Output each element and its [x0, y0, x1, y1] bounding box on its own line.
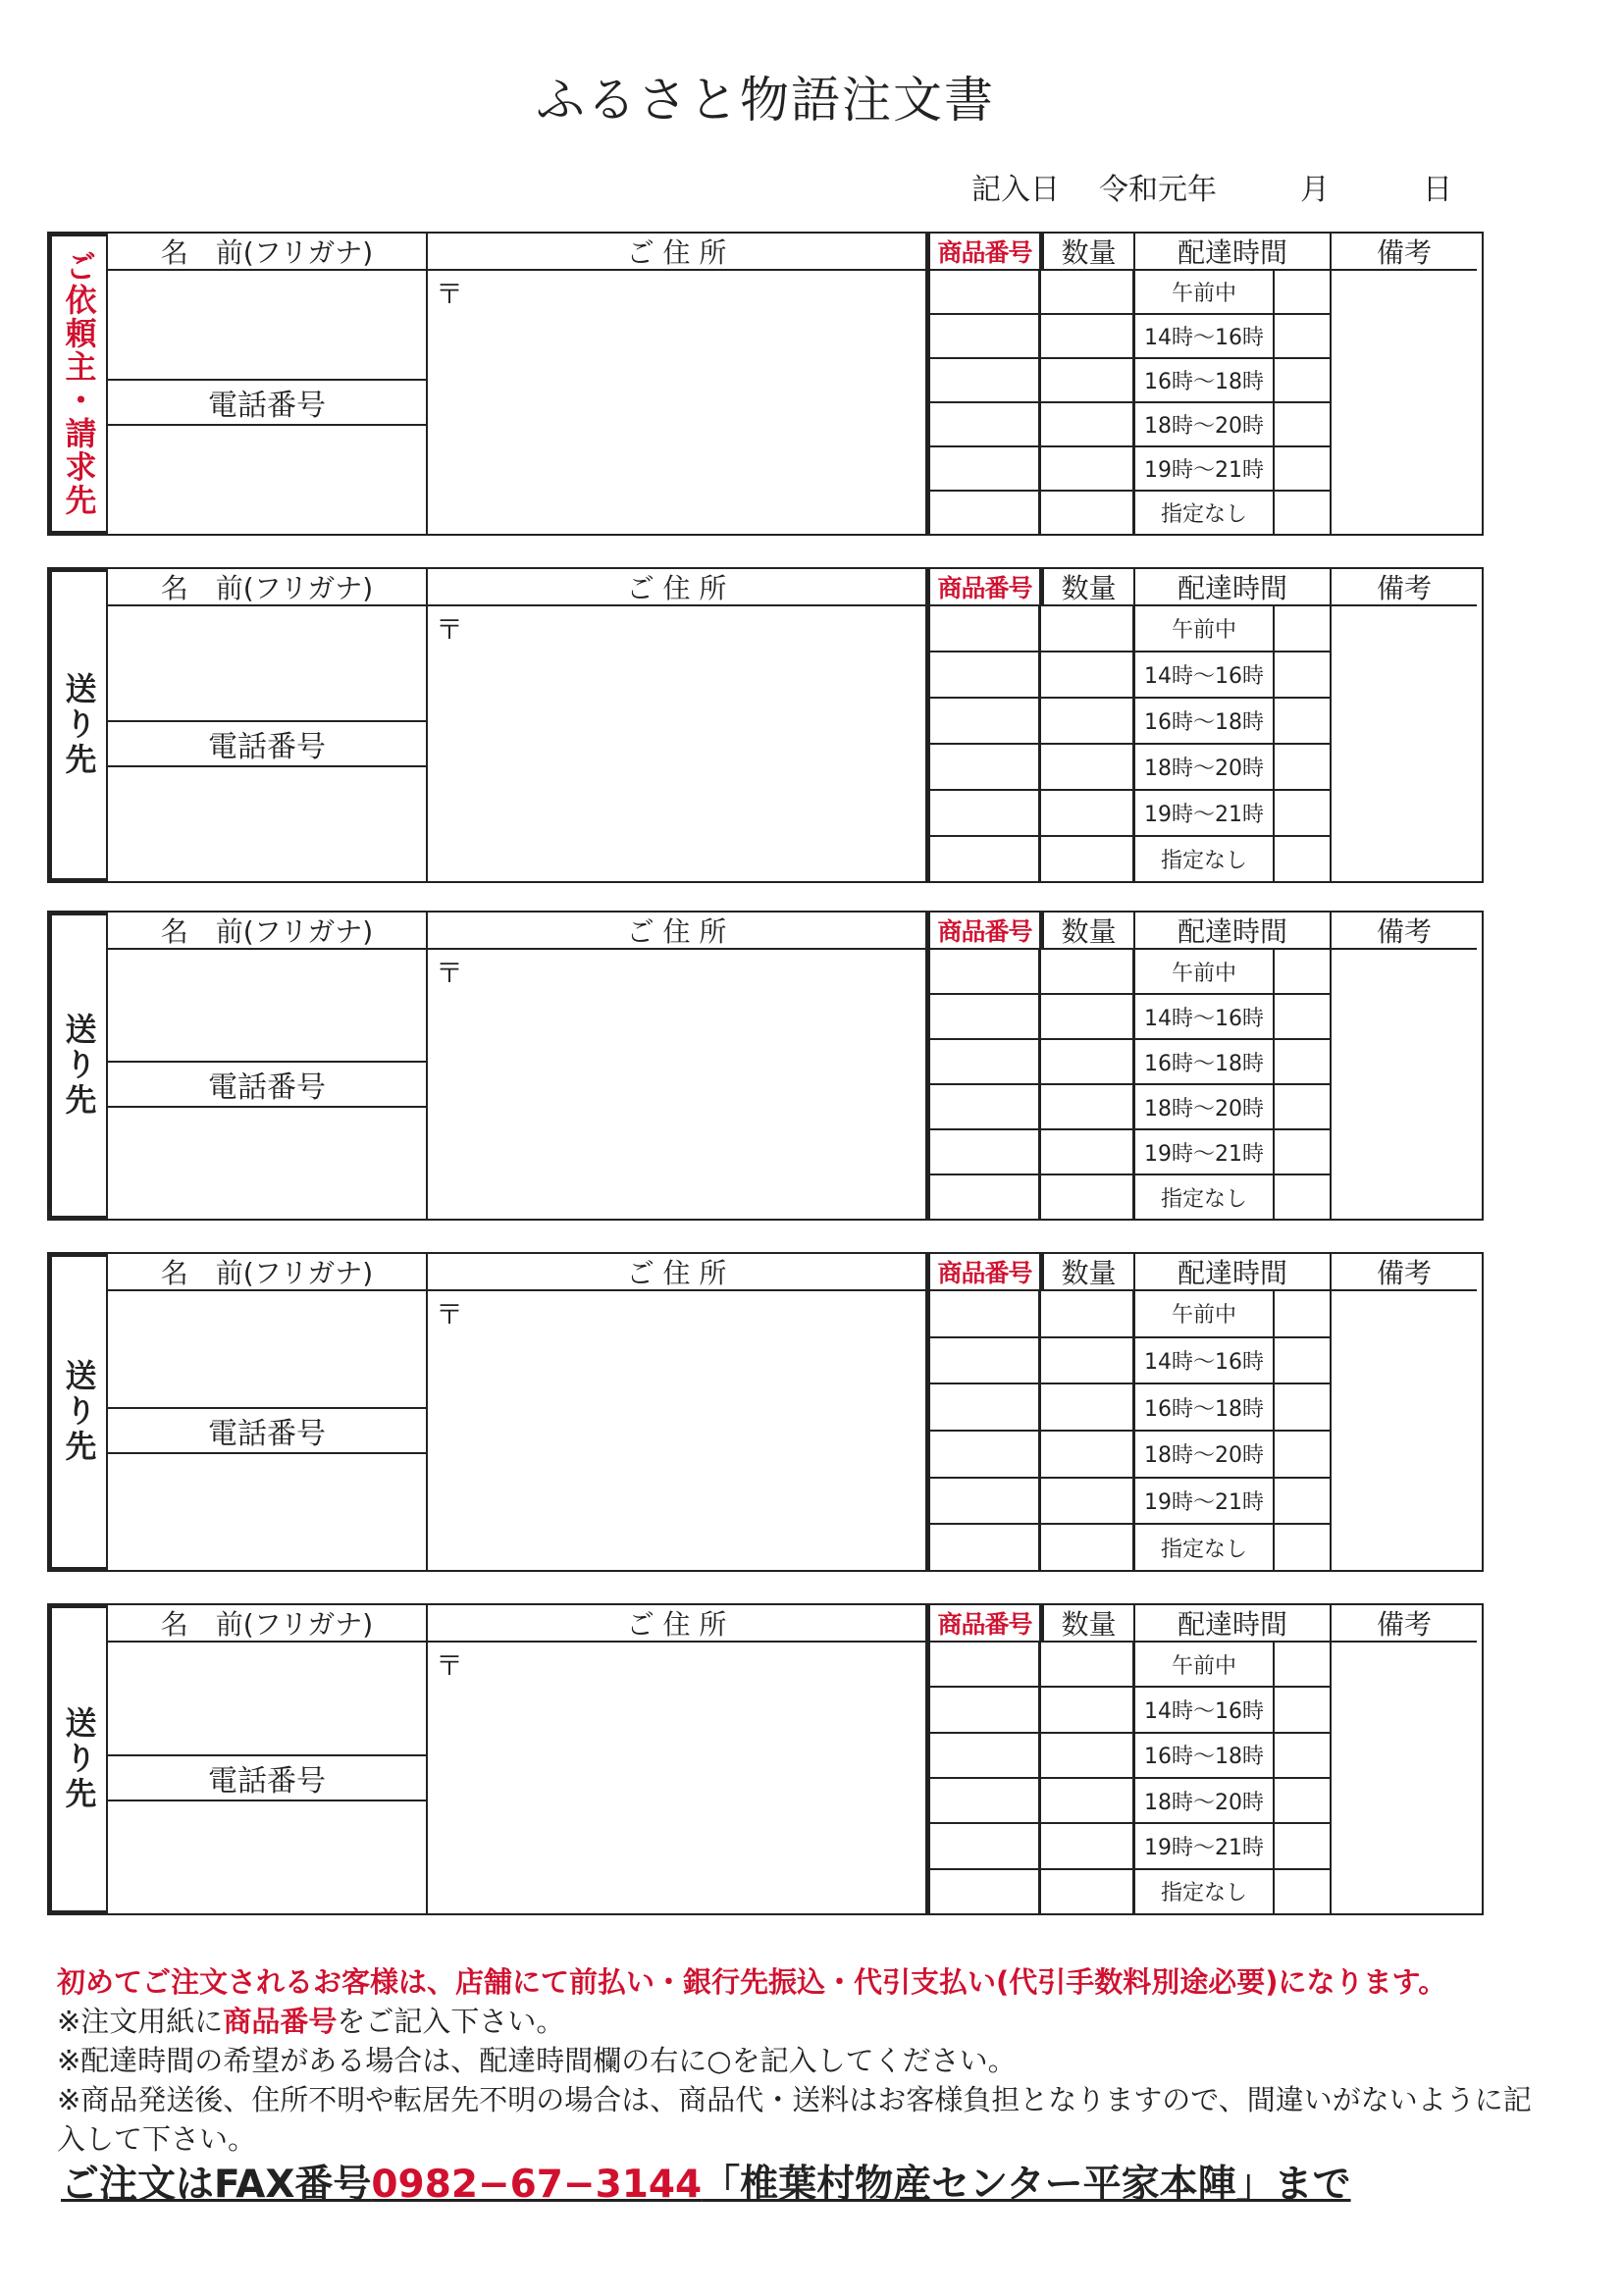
delivery-time-mark-field[interactable]: [1275, 447, 1330, 490]
header-product-number: 商品番号: [927, 1605, 1041, 1643]
phone-label: 電話番号: [108, 1756, 426, 1801]
header-remarks: 備考: [1332, 1254, 1477, 1291]
delivery-time-label: 指定なし: [1135, 1870, 1275, 1913]
delivery-time-row: [1135, 1479, 1330, 1526]
phone-field[interactable]: [108, 426, 426, 534]
quantity-field[interactable]: [1041, 791, 1132, 837]
quantity-field[interactable]: [1041, 271, 1132, 315]
quantity-field[interactable]: [1041, 492, 1132, 534]
quantity-field[interactable]: [1041, 652, 1132, 699]
delivery-time-row: [1135, 1824, 1330, 1869]
header-quantity: 数量: [1041, 1605, 1135, 1643]
delivery-time-row: [1135, 1870, 1330, 1913]
delivery-time-mark-field[interactable]: [1275, 791, 1330, 835]
delivery-time-row: [1135, 652, 1330, 699]
header-delivery-time: 配達時間: [1135, 1605, 1332, 1643]
header-remarks: 備考: [1332, 569, 1477, 606]
delivery-time-row: [1135, 1085, 1330, 1130]
name-column: [108, 1643, 428, 1913]
block-label: ご依頼主・請求先: [47, 232, 108, 536]
date-label: 記入日: [971, 173, 1060, 207]
quantity-field[interactable]: [1041, 1688, 1132, 1733]
quantity-field[interactable]: [1041, 1384, 1132, 1432]
note-product-number: ※注文用紙に商品番号をご記入下さい。: [57, 2005, 565, 2038]
delivery-time-mark-field[interactable]: [1275, 315, 1330, 357]
delivery-time-label: 14時～16時: [1135, 1338, 1275, 1383]
postal-mark: 〒: [436, 1649, 464, 1682]
delivery-time-mark-field[interactable]: [1275, 699, 1330, 743]
fax-order-line: ご注文はFAX番号0982−67−3144「椎葉村物産センター平家本陣」まで: [61, 2163, 1351, 2207]
product-number-field[interactable]: [930, 1779, 1038, 1824]
delivery-time-label: 18時～20時: [1135, 745, 1275, 789]
delivery-time-label: 18時～20時: [1135, 403, 1275, 445]
product-number-field[interactable]: [930, 837, 1038, 881]
delivery-time-label: 18時～20時: [1135, 1779, 1275, 1822]
product-number-field[interactable]: [930, 1384, 1038, 1432]
delivery-time-label: 午前中: [1135, 1643, 1275, 1686]
product-number-field[interactable]: [930, 1734, 1038, 1779]
phone-label: 電話番号: [108, 1409, 426, 1454]
entry-date-line: [971, 165, 1452, 208]
delivery-time-label: 19時～21時: [1135, 1824, 1275, 1867]
quantity-field[interactable]: [1041, 1338, 1132, 1385]
postal-mark: 〒: [436, 613, 464, 646]
delivery-time-row: [1135, 1779, 1330, 1824]
delivery-time-row: [1135, 699, 1330, 745]
header-quantity: 数量: [1041, 913, 1135, 950]
block-label: 送り先: [47, 911, 108, 1221]
delivery-time-row: [1135, 1040, 1330, 1085]
delivery-time-label: 18時～20時: [1135, 1432, 1275, 1477]
delivery-time-label: 14時～16時: [1135, 652, 1275, 697]
delivery-time-mark-field[interactable]: [1275, 1384, 1330, 1430]
delivery-time-column: [1135, 606, 1332, 881]
block-label: 送り先: [47, 567, 108, 883]
quantity-field[interactable]: [1041, 1779, 1132, 1824]
product-number-column: [927, 1291, 1041, 1570]
header-product-number: 商品番号: [927, 1254, 1041, 1291]
phone-field[interactable]: [108, 1108, 426, 1219]
note-first-order: 初めてご注文されるお客様は、店舗にて前払い・銀行先振込・代引支払い(代引手数料別途必要)になります。: [57, 1965, 1447, 1999]
header-name: 名 前(フリガナ): [108, 569, 428, 606]
header-remarks: 備考: [1332, 234, 1477, 271]
delivery-time-row: [1135, 1338, 1330, 1385]
product-number-column: [927, 950, 1041, 1219]
product-number-field[interactable]: [930, 315, 1038, 359]
delivery-time-label: 14時～16時: [1135, 1688, 1275, 1731]
address-field[interactable]: [428, 1291, 927, 1570]
product-number-field[interactable]: [930, 652, 1038, 699]
address-field[interactable]: [428, 271, 927, 534]
delivery-time-mark-field[interactable]: [1275, 1525, 1330, 1570]
name-column: [108, 606, 428, 881]
header-product-number: 商品番号: [927, 913, 1041, 950]
header-address: ご 住 所: [428, 1605, 927, 1643]
delivery-time-mark-field[interactable]: [1275, 1338, 1330, 1383]
delivery-time-label: 19時～21時: [1135, 1130, 1275, 1174]
quantity-field[interactable]: [1041, 1175, 1132, 1219]
header-name: 名 前(フリガナ): [108, 1605, 428, 1643]
order-grid: [108, 232, 1484, 536]
delivery-time-label: 16時～18時: [1135, 1040, 1275, 1083]
quantity-field[interactable]: [1041, 1734, 1132, 1779]
product-number-field[interactable]: [930, 1338, 1038, 1385]
product-number-field[interactable]: [930, 271, 1038, 315]
delivery-time-label: 午前中: [1135, 950, 1275, 993]
delivery-time-mark-field[interactable]: [1275, 606, 1330, 651]
remarks-field[interactable]: [1332, 271, 1477, 534]
order-grid: [108, 1252, 1484, 1572]
delivery-time-column: [1135, 271, 1332, 534]
header-delivery-time: 配達時間: [1135, 569, 1332, 606]
phone-label: 電話番号: [108, 1063, 426, 1108]
quantity-field[interactable]: [1041, 359, 1132, 403]
product-number-field[interactable]: [930, 492, 1038, 534]
date-month: 月: [1300, 173, 1330, 207]
product-number-column: [927, 606, 1041, 881]
quantity-field[interactable]: [1041, 606, 1132, 652]
delivery-time-label: 午前中: [1135, 271, 1275, 313]
header-address: ご 住 所: [428, 569, 927, 606]
product-number-field[interactable]: [930, 1824, 1038, 1869]
delivery-time-label: 19時～21時: [1135, 447, 1275, 490]
header-name: 名 前(フリガナ): [108, 1254, 428, 1291]
delivery-time-mark-field[interactable]: [1275, 1734, 1330, 1777]
header-product-number: 商品番号: [927, 569, 1041, 606]
header-product-number: 商品番号: [927, 234, 1041, 271]
delivery-time-label: 14時～16時: [1135, 995, 1275, 1038]
delivery-time-row: [1135, 606, 1330, 652]
delivery-time-label: 19時～21時: [1135, 1479, 1275, 1524]
delivery-time-mark-field[interactable]: [1275, 950, 1330, 993]
delivery-time-mark-field[interactable]: [1275, 1432, 1330, 1477]
delivery-time-row: [1135, 1688, 1330, 1733]
product-number-field[interactable]: [930, 1175, 1038, 1219]
header-remarks: 備考: [1332, 913, 1477, 950]
product-number-field[interactable]: [930, 1688, 1038, 1733]
phone-field[interactable]: [108, 767, 426, 881]
product-number-field[interactable]: [930, 1130, 1038, 1175]
product-number-field[interactable]: [930, 1432, 1038, 1479]
quantity-column: [1041, 271, 1135, 534]
remarks-field[interactable]: [1332, 1643, 1477, 1913]
order-grid: [108, 911, 1484, 1221]
delivery-time-label: 指定なし: [1135, 837, 1275, 881]
quantity-field[interactable]: [1041, 403, 1132, 447]
delivery-time-label: 指定なし: [1135, 1525, 1275, 1570]
product-number-field[interactable]: [930, 1643, 1038, 1688]
phone-field[interactable]: [108, 1454, 426, 1570]
order-grid: [108, 1603, 1484, 1915]
phone-label: 電話番号: [108, 722, 426, 767]
delivery-time-row: [1135, 950, 1330, 995]
delivery-time-row: [1135, 1643, 1330, 1688]
product-number-field[interactable]: [930, 1479, 1038, 1526]
product-number-field[interactable]: [930, 791, 1038, 837]
delivery-time-row: [1135, 1384, 1330, 1432]
product-number-column: [927, 1643, 1041, 1913]
quantity-field[interactable]: [1041, 1085, 1132, 1130]
header-address: ご 住 所: [428, 234, 927, 271]
delivery-time-mark-field[interactable]: [1275, 1643, 1330, 1686]
order-block: [47, 1603, 1484, 1915]
page-title: ふるさと物語注文書: [536, 72, 995, 129]
header-name: 名 前(フリガナ): [108, 234, 428, 271]
delivery-time-label: 16時～18時: [1135, 699, 1275, 743]
delivery-time-mark-field[interactable]: [1275, 403, 1330, 445]
name-column: [108, 1291, 428, 1570]
product-number-field[interactable]: [930, 745, 1038, 791]
quantity-field[interactable]: [1041, 1824, 1132, 1869]
delivery-time-mark-field[interactable]: [1275, 1870, 1330, 1913]
quantity-field[interactable]: [1041, 1870, 1132, 1913]
postal-mark: 〒: [436, 1298, 464, 1331]
product-number-field[interactable]: [930, 1040, 1038, 1085]
delivery-time-mark-field[interactable]: [1275, 995, 1330, 1038]
product-number-field[interactable]: [930, 447, 1038, 492]
delivery-time-row: [1135, 271, 1330, 315]
product-number-field[interactable]: [930, 1291, 1038, 1338]
header-address: ご 住 所: [428, 913, 927, 950]
delivery-time-label: 指定なし: [1135, 492, 1275, 534]
remarks-field[interactable]: [1332, 950, 1477, 1219]
header-delivery-time: 配達時間: [1135, 1254, 1332, 1291]
delivery-time-row: [1135, 1734, 1330, 1779]
delivery-time-row: [1135, 1130, 1330, 1175]
quantity-field[interactable]: [1041, 1643, 1132, 1688]
date-era: 令和元年: [1099, 173, 1217, 207]
quantity-field[interactable]: [1041, 1479, 1132, 1526]
product-number-field[interactable]: [930, 699, 1038, 745]
delivery-time-row: [1135, 791, 1330, 837]
delivery-time-label: 午前中: [1135, 606, 1275, 651]
name-field[interactable]: [108, 1291, 426, 1409]
name-column: [108, 950, 428, 1219]
delivery-time-label: 16時～18時: [1135, 1734, 1275, 1777]
remarks-field[interactable]: [1332, 606, 1477, 881]
header-delivery-time: 配達時間: [1135, 234, 1332, 271]
product-number-field[interactable]: [930, 606, 1038, 652]
delivery-time-label: 18時～20時: [1135, 1085, 1275, 1128]
quantity-field[interactable]: [1041, 1130, 1132, 1175]
order-block: [47, 567, 1484, 883]
delivery-time-mark-field[interactable]: [1275, 1779, 1330, 1822]
block-label: 送り先: [47, 1252, 108, 1572]
delivery-time-row: [1135, 447, 1330, 492]
order-block: [47, 911, 1484, 1221]
header-quantity: 数量: [1041, 1254, 1135, 1291]
delivery-time-row: [1135, 1432, 1330, 1479]
date-day: 日: [1423, 173, 1452, 207]
delivery-time-label: 指定なし: [1135, 1175, 1275, 1219]
delivery-time-label: 16時～18時: [1135, 359, 1275, 401]
delivery-time-row: [1135, 1525, 1330, 1570]
quantity-field[interactable]: [1041, 745, 1132, 791]
quantity-field[interactable]: [1041, 699, 1132, 745]
product-number-field[interactable]: [930, 359, 1038, 403]
notes: [57, 1962, 1548, 2159]
header-delivery-time: 配達時間: [1135, 913, 1332, 950]
delivery-time-label: 16時～18時: [1135, 1384, 1275, 1430]
product-number-field[interactable]: [930, 995, 1038, 1040]
delivery-time-column: [1135, 1643, 1332, 1913]
name-field[interactable]: [108, 950, 426, 1063]
name-field[interactable]: [108, 1643, 426, 1756]
delivery-time-mark-field[interactable]: [1275, 1085, 1330, 1128]
delivery-time-mark-field[interactable]: [1275, 837, 1330, 881]
product-number-column: [927, 271, 1041, 534]
delivery-time-column: [1135, 1291, 1332, 1570]
delivery-time-mark-field[interactable]: [1275, 1688, 1330, 1731]
quantity-column: [1041, 1291, 1135, 1570]
address-field[interactable]: [428, 606, 927, 881]
quantity-field[interactable]: [1041, 447, 1132, 492]
delivery-time-mark-field[interactable]: [1275, 1291, 1330, 1336]
quantity-field[interactable]: [1041, 315, 1132, 359]
postal-mark: 〒: [436, 278, 464, 310]
delivery-time-mark-field[interactable]: [1275, 1130, 1330, 1174]
quantity-field[interactable]: [1041, 1291, 1132, 1338]
quantity-column: [1041, 1643, 1135, 1913]
delivery-time-row: [1135, 359, 1330, 403]
header-quantity: 数量: [1041, 569, 1135, 606]
phone-field[interactable]: [108, 1801, 426, 1913]
address-field[interactable]: [428, 950, 927, 1219]
delivery-time-row: [1135, 403, 1330, 447]
delivery-time-row: [1135, 1291, 1330, 1338]
fax-number: 0982−67−3144: [371, 2163, 703, 2207]
delivery-time-mark-field[interactable]: [1275, 271, 1330, 313]
address-field[interactable]: [428, 1643, 927, 1913]
product-number-field[interactable]: [930, 950, 1038, 995]
quantity-field[interactable]: [1041, 1525, 1132, 1570]
delivery-time-row: [1135, 492, 1330, 534]
product-number-field[interactable]: [930, 1870, 1038, 1913]
name-column: [108, 271, 428, 534]
name-field[interactable]: [108, 606, 426, 722]
header-remarks: 備考: [1332, 1605, 1477, 1643]
delivery-time-mark-field[interactable]: [1275, 1824, 1330, 1867]
header-address: ご 住 所: [428, 1254, 927, 1291]
remarks-field[interactable]: [1332, 1291, 1477, 1570]
delivery-time-row: [1135, 745, 1330, 791]
quantity-field[interactable]: [1041, 995, 1132, 1040]
delivery-time-row: [1135, 315, 1330, 359]
name-field[interactable]: [108, 271, 426, 381]
order-block: [47, 1252, 1484, 1572]
product-number-field[interactable]: [930, 1085, 1038, 1130]
delivery-time-mark-field[interactable]: [1275, 359, 1330, 401]
delivery-time-mark-field[interactable]: [1275, 1040, 1330, 1083]
header-name: 名 前(フリガナ): [108, 913, 428, 950]
quantity-field[interactable]: [1041, 1040, 1132, 1085]
delivery-time-mark-field[interactable]: [1275, 652, 1330, 697]
header-quantity: 数量: [1041, 234, 1135, 271]
delivery-time-mark-field[interactable]: [1275, 1175, 1330, 1219]
note-address-unknown: ※商品発送後、住所不明や転居先不明の場合は、商品代・送料はお客様負担となりますので、間違いがないように記入して下さい。: [57, 2083, 1532, 2156]
delivery-time-row: [1135, 1175, 1330, 1219]
delivery-time-row: [1135, 995, 1330, 1040]
order-grid: [108, 567, 1484, 883]
delivery-time-mark-field[interactable]: [1275, 1479, 1330, 1524]
quantity-field[interactable]: [1041, 837, 1132, 881]
quantity-field[interactable]: [1041, 1432, 1132, 1479]
delivery-time-mark-field[interactable]: [1275, 492, 1330, 534]
order-block: [47, 232, 1484, 536]
quantity-column: [1041, 950, 1135, 1219]
postal-mark: 〒: [436, 957, 464, 989]
phone-label: 電話番号: [108, 381, 426, 426]
delivery-time-label: 14時～16時: [1135, 315, 1275, 357]
delivery-time-mark-field[interactable]: [1275, 745, 1330, 789]
note-delivery-time: ※配達時間の希望がある場合は、配達時間欄の右に○を記入してください。: [57, 2044, 1017, 2077]
product-number-field[interactable]: [930, 1525, 1038, 1570]
product-number-field[interactable]: [930, 403, 1038, 447]
delivery-time-column: [1135, 950, 1332, 1219]
quantity-field[interactable]: [1041, 950, 1132, 995]
quantity-column: [1041, 606, 1135, 881]
block-label: 送り先: [47, 1603, 108, 1915]
delivery-time-row: [1135, 837, 1330, 881]
delivery-time-label: 午前中: [1135, 1291, 1275, 1336]
delivery-time-label: 19時～21時: [1135, 791, 1275, 835]
